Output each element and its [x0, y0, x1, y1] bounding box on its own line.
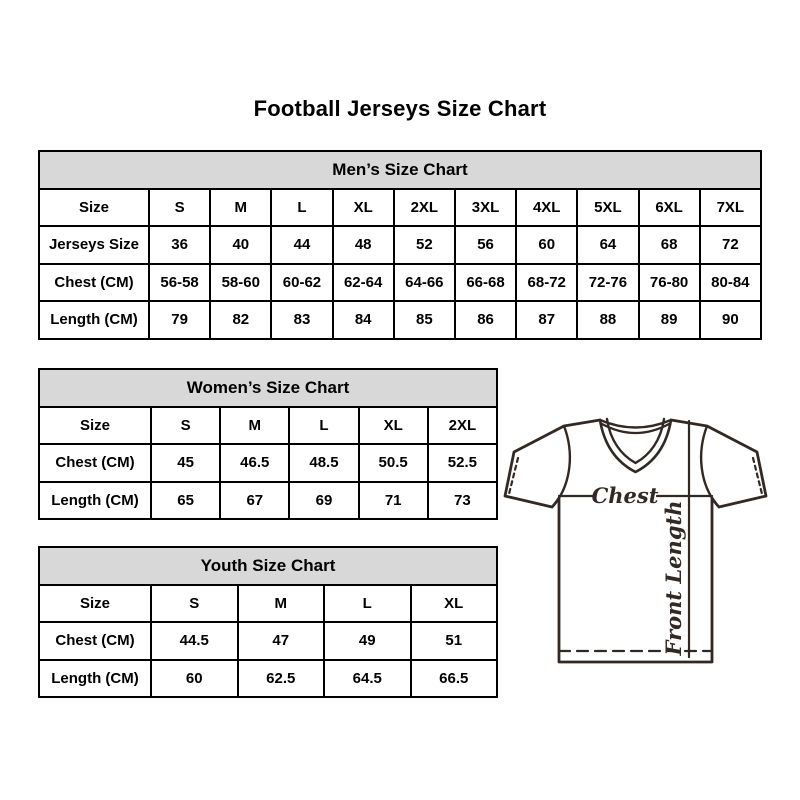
row-label-cell: Chest (CM)	[39, 264, 149, 302]
value-cell: 58-60	[210, 264, 271, 302]
value-cell: 52	[394, 226, 455, 264]
value-cell: 85	[394, 301, 455, 339]
row-label-cell: Length (CM)	[39, 301, 149, 339]
value-cell: 72-76	[577, 264, 638, 302]
value-cell: 4XL	[516, 189, 577, 227]
table-row	[39, 482, 497, 520]
value-cell: 56-58	[149, 264, 210, 302]
page-title: Football Jerseys Size Chart	[253, 96, 547, 121]
value-cell: 45	[151, 444, 220, 482]
youth-size-table	[38, 546, 498, 698]
value-cell: 86	[455, 301, 516, 339]
value-cell: 56	[455, 226, 516, 264]
row-label-cell: Chest (CM)	[39, 622, 151, 660]
table-row	[39, 444, 497, 482]
value-cell: 68-72	[516, 264, 577, 302]
value-cell: 68	[639, 226, 700, 264]
table-row	[39, 189, 761, 227]
value-cell: 6XL	[639, 189, 700, 227]
value-cell: 2XL	[428, 407, 497, 445]
mens-size-table	[38, 150, 762, 340]
jersey-measurement-diagram	[501, 410, 769, 676]
youth-table-title: Youth Size Chart	[39, 547, 497, 585]
value-cell: 79	[149, 301, 210, 339]
value-cell: 60	[151, 660, 238, 698]
collar-back-arc-outer	[600, 420, 671, 428]
women-table-title: Women’s Size Chart	[39, 369, 497, 407]
value-cell: L	[324, 585, 411, 623]
value-cell: 60-62	[271, 264, 332, 302]
value-cell: L	[289, 407, 358, 445]
table-row	[39, 301, 761, 339]
jersey-outline	[505, 420, 766, 662]
table-row	[39, 226, 761, 264]
value-cell: XL	[333, 189, 394, 227]
row-label-cell: Size	[39, 407, 151, 445]
men-table-title: Men’s Size Chart	[39, 151, 761, 189]
value-cell: 87	[516, 301, 577, 339]
row-label-cell: Length (CM)	[39, 482, 151, 520]
value-cell: 64-66	[394, 264, 455, 302]
value-cell: 72	[700, 226, 761, 264]
value-cell: 7XL	[700, 189, 761, 227]
value-cell: 83	[271, 301, 332, 339]
row-label-cell: Size	[39, 189, 149, 227]
value-cell: S	[149, 189, 210, 227]
value-cell: 69	[289, 482, 358, 520]
front-length-label: Front Length	[661, 500, 686, 656]
value-cell: 47	[238, 622, 325, 660]
chest-label: Chest	[591, 483, 659, 508]
value-cell: 89	[639, 301, 700, 339]
value-cell: M	[220, 407, 289, 445]
value-cell: S	[151, 407, 220, 445]
value-cell: 36	[149, 226, 210, 264]
value-cell: 44.5	[151, 622, 238, 660]
value-cell: 90	[700, 301, 761, 339]
value-cell: 46.5	[220, 444, 289, 482]
value-cell: L	[271, 189, 332, 227]
value-cell: XL	[411, 585, 498, 623]
youth-table-title-row	[39, 547, 497, 585]
value-cell: 62.5	[238, 660, 325, 698]
value-cell: 50.5	[359, 444, 428, 482]
men-table-title-row	[39, 151, 761, 189]
armhole-seam-left	[559, 426, 570, 498]
value-cell: 80-84	[700, 264, 761, 302]
value-cell: 82	[210, 301, 271, 339]
value-cell: 51	[411, 622, 498, 660]
value-cell: XL	[359, 407, 428, 445]
value-cell: M	[238, 585, 325, 623]
armhole-seam-right	[701, 426, 712, 498]
value-cell: 44	[271, 226, 332, 264]
table-row	[39, 622, 497, 660]
value-cell: 73	[428, 482, 497, 520]
womens-size-table	[38, 368, 498, 520]
value-cell: 49	[324, 622, 411, 660]
row-label-cell: Size	[39, 585, 151, 623]
table-row	[39, 407, 497, 445]
value-cell: 66-68	[455, 264, 516, 302]
table-row	[39, 264, 761, 302]
value-cell: 40	[210, 226, 271, 264]
value-cell: M	[210, 189, 271, 227]
value-cell: 65	[151, 482, 220, 520]
table-row	[39, 585, 497, 623]
value-cell: 48.5	[289, 444, 358, 482]
women-table-title-row	[39, 369, 497, 407]
value-cell: S	[151, 585, 238, 623]
value-cell: 48	[333, 226, 394, 264]
value-cell: 76-80	[639, 264, 700, 302]
row-label-cell: Chest (CM)	[39, 444, 151, 482]
value-cell: 88	[577, 301, 638, 339]
value-cell: 67	[220, 482, 289, 520]
value-cell: 62-64	[333, 264, 394, 302]
value-cell: 60	[516, 226, 577, 264]
row-label-cell: Length (CM)	[39, 660, 151, 698]
value-cell: 64.5	[324, 660, 411, 698]
jersey-diagram-svg	[501, 410, 769, 676]
value-cell: 84	[333, 301, 394, 339]
value-cell: 64	[577, 226, 638, 264]
value-cell: 5XL	[577, 189, 638, 227]
value-cell: 71	[359, 482, 428, 520]
value-cell: 66.5	[411, 660, 498, 698]
row-label-cell: Jerseys Size	[39, 226, 149, 264]
value-cell: 3XL	[455, 189, 516, 227]
value-cell: 2XL	[394, 189, 455, 227]
value-cell: 52.5	[428, 444, 497, 482]
table-row	[39, 660, 497, 698]
